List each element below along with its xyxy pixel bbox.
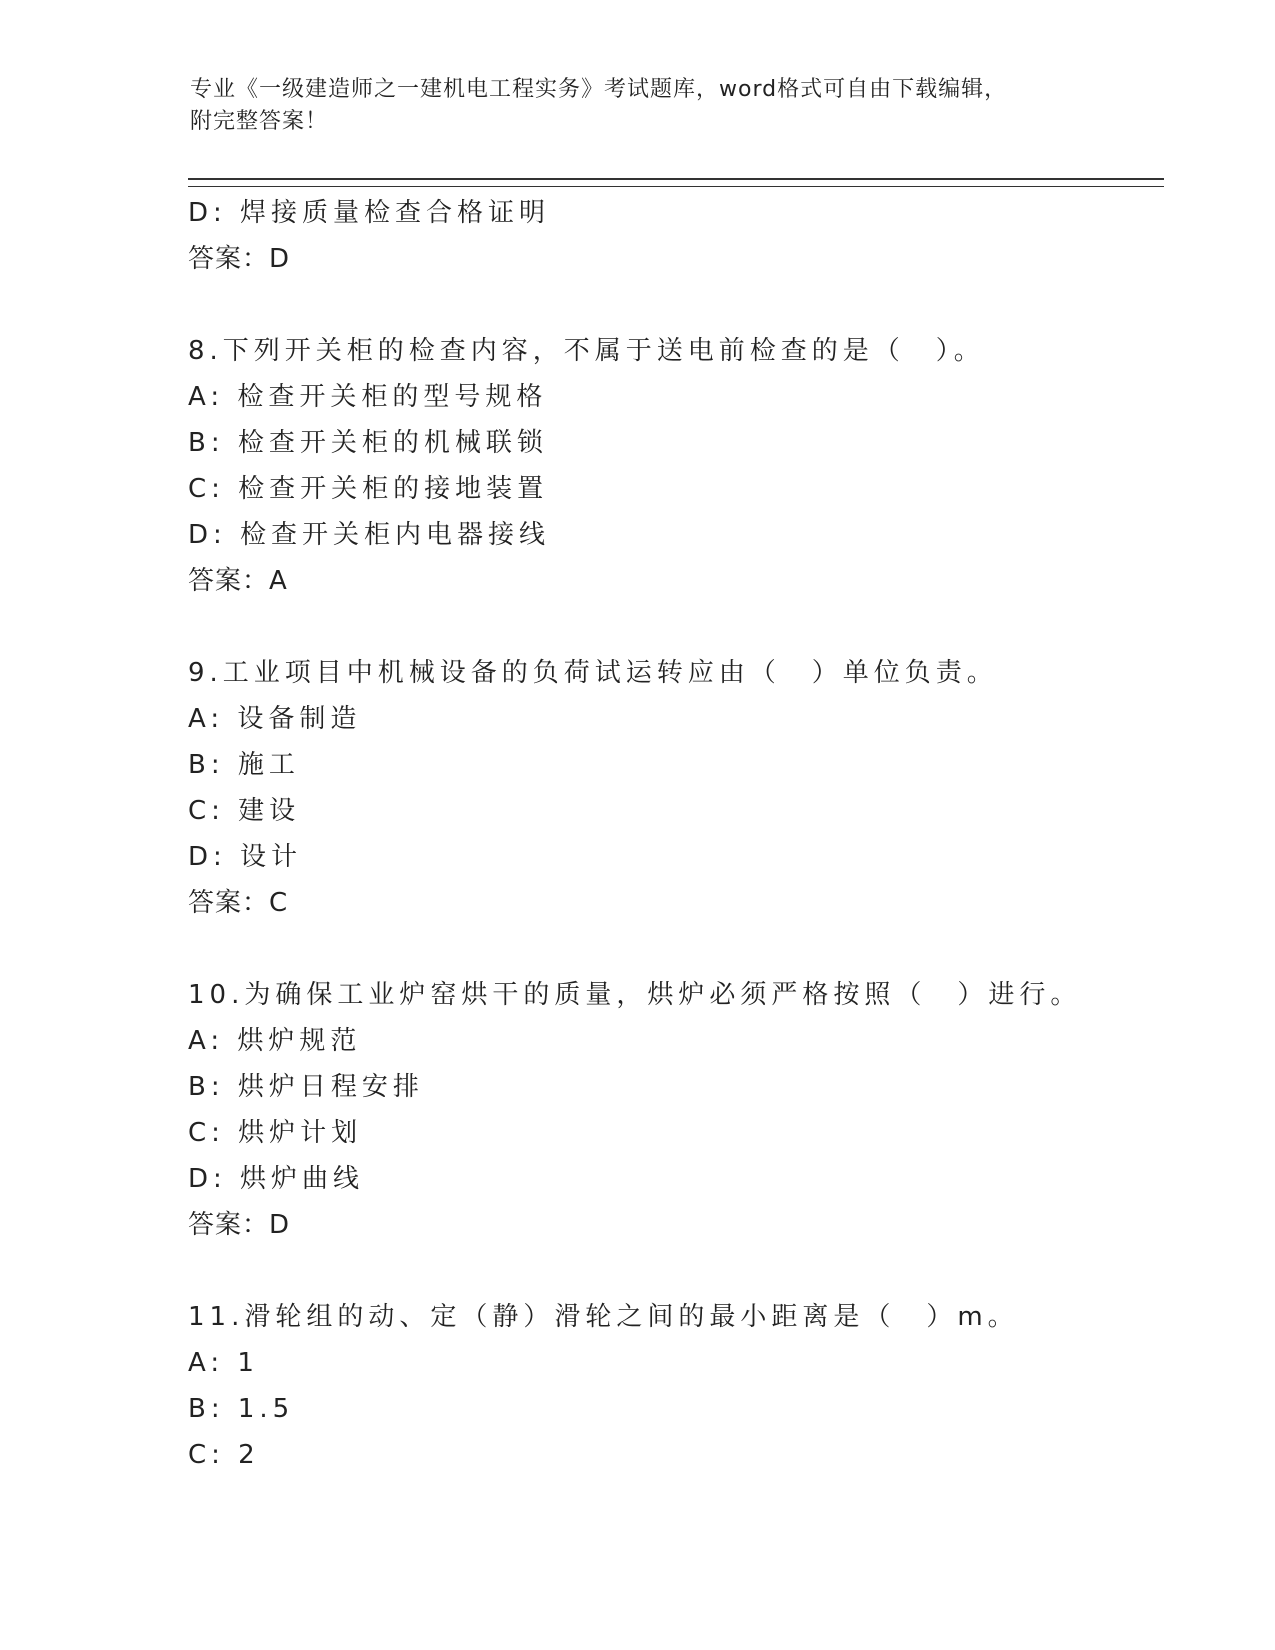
header-line-1: 专业《一级建造师之一建机电工程实务》考试题库，word格式可自由下载编辑， xyxy=(190,77,1008,102)
answer-line: 答案：D xyxy=(188,244,291,274)
option-b: B: 检查开关柜的机械联锁 xyxy=(188,428,548,458)
option-c: C: 2 xyxy=(188,1440,260,1470)
option-d: D: 检查开关柜内电器接线 xyxy=(188,520,551,550)
option-a: A: 烘炉规范 xyxy=(188,1026,362,1056)
question-10 xyxy=(188,972,1168,1248)
option-c: C: 建设 xyxy=(188,796,301,826)
previous-question-tail xyxy=(188,190,1168,282)
option-b: B: 施工 xyxy=(188,750,300,780)
question-stem: 11.滑轮组的动、定（静）滑轮之间的最小距离是（ ）m。 xyxy=(188,1302,1019,1332)
spacer xyxy=(188,1248,1168,1294)
option-b: B: 1.5 xyxy=(188,1394,295,1424)
answer-line: 答案：D xyxy=(188,1210,291,1240)
option-b: B: 烘炉日程安排 xyxy=(188,1072,424,1102)
question-11 xyxy=(188,1294,1168,1478)
option-d: D: 烘炉曲线 xyxy=(188,1164,365,1194)
spacer xyxy=(188,282,1168,328)
spacer xyxy=(188,604,1168,650)
question-list xyxy=(188,190,1168,1478)
question-stem: 9.工业项目中机械设备的负荷试运转应由（ ）单位负责。 xyxy=(188,658,998,688)
question-stem: 8.下列开关柜的检查内容，不属于送电前检查的是（ ）。 xyxy=(188,336,985,366)
option-a: A: 1 xyxy=(188,1348,259,1378)
spacer xyxy=(188,926,1168,972)
header-line-2: 附完整答案！ xyxy=(190,109,329,134)
option-c: C: 检查开关柜的接地装置 xyxy=(188,474,549,504)
question-8 xyxy=(188,328,1168,604)
option-a: A: 设备制造 xyxy=(188,704,362,734)
question-9 xyxy=(188,650,1168,926)
header-divider xyxy=(188,178,1164,187)
option-a: A: 检查开关柜的型号规格 xyxy=(188,382,548,412)
question-stem: 10.为确保工业炉窑烘干的质量，烘炉必须严格按照（ ）进行。 xyxy=(188,980,1082,1010)
option-d: D: 焊接质量检查合格证明 xyxy=(188,198,551,228)
option-d: D: 设计 xyxy=(188,842,303,872)
document-header xyxy=(190,74,1070,138)
option-c: C: 烘炉计划 xyxy=(188,1118,363,1148)
answer-line: 答案：C xyxy=(188,888,289,918)
answer-line: 答案：A xyxy=(188,566,288,596)
